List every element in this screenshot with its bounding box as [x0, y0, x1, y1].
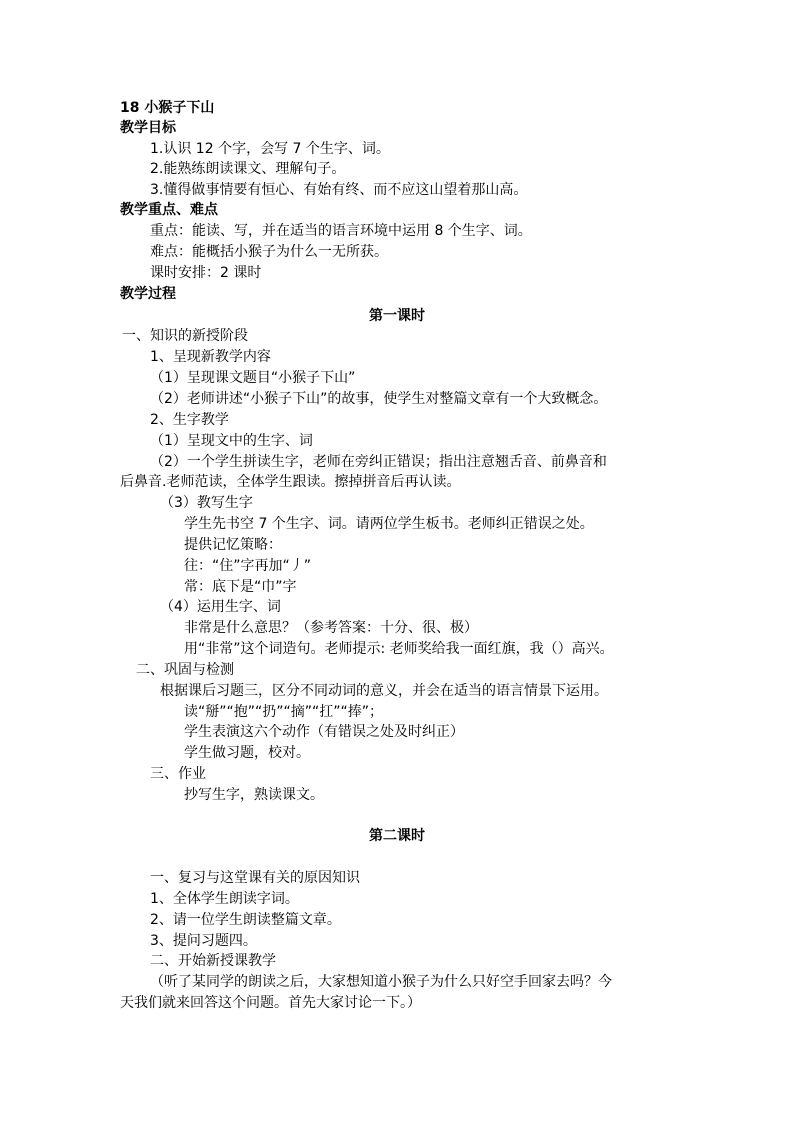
lesson1-line: 三、作业 [150, 766, 206, 782]
lesson1-line: 学生表演这六个动作（有错误之处及时纠正） [184, 724, 464, 740]
lesson1-line: 1、呈现新教学内容 [150, 349, 271, 365]
lesson1-line: 一、知识的新授阶段 [122, 328, 248, 344]
lesson2-heading: 第二课时 [369, 828, 425, 844]
lesson2-line: 天我们就来回答这个问题。首先大家讨论一下。） [120, 995, 421, 1011]
lesson1-line: 根据课后习题三，区分不同动词的意义，并会在适当的语言情景下运用。 [160, 683, 608, 699]
lesson1-line: （4）运用生字、词 [160, 599, 281, 615]
lesson1-line: 抄写生字，熟读课文。 [184, 787, 324, 803]
lesson2-line: 一、复习与这堂课有关的原因知识 [150, 870, 360, 886]
lesson1-line: 学生做习题，校对。 [184, 745, 310, 761]
lesson1-line: 后鼻音.老师范读，全体学生跟读。擦掉拼音后再认读。 [120, 474, 461, 490]
lesson1-line: （2）一个学生拼读生字，老师在旁纠正错误；指出注意翘舌音、前鼻音和 [150, 454, 607, 470]
lesson2-line: 3、提问习题四。 [150, 933, 257, 949]
lesson1-heading: 第一课时 [369, 308, 425, 324]
difficulty-text: 难点：能概括小猴子为什么一无所获。 [150, 244, 388, 260]
lesson-title: 18 小猴子下山 [120, 100, 215, 116]
goal-item: 3.懂得做事情要有恒心、有始有终、而不应这山望着那山高。 [150, 182, 528, 198]
lesson1-line: （2）老师讲述“小猴子下山”的故事，使学生对整篇文章有一个大致概念。 [150, 391, 608, 407]
lesson1-line: 二、巩固与检测 [136, 662, 234, 678]
lesson2-line: （听了某同学的朗读之后，大家想知道小猴子为什么只好空手回家去吗？今 [150, 974, 612, 990]
goal-item: 1.认识 12 个字，会写 7 个生字、词。 [150, 141, 390, 157]
goal-item: 2.能熟练朗读课文、理解句子。 [150, 161, 346, 177]
lesson1-line: 往：“住”字再加“丿” [184, 558, 312, 574]
goals-heading: 教学目标 [120, 120, 176, 136]
lesson1-line: 学生先书空 7 个生字、词。请两位学生板书。老师纠正错误之处。 [184, 516, 594, 532]
lesson1-line: （1）呈现文中的生字、词 [150, 433, 313, 449]
key-points-heading: 教学重点、难点 [120, 202, 218, 218]
lesson1-line: 读“掰”“抱”“扔”“摘”“扛”“捧”； [184, 704, 384, 720]
focus-text: 重点：能读、写，并在适当的语言环境中运用 8 个生字、词。 [150, 223, 532, 239]
schedule-text: 课时安排：2 课时 [150, 265, 262, 281]
lesson1-line: 常：底下是“巾”字 [184, 579, 297, 595]
lesson1-line: 用“非常”这个词造句。老师提示: 老师奖给我一面红旗，我（）高兴。 [184, 641, 614, 657]
lesson1-line: （1）呈现课文题目“小猴子下山” [150, 370, 356, 386]
lesson2-line: 二、开始新授课教学 [150, 953, 276, 969]
lesson2-line: 2、请一位学生朗读整篇文章。 [150, 912, 341, 928]
lesson1-line: 提供记忆策略： [184, 537, 282, 553]
lesson1-line: 2、生字教学 [150, 412, 229, 428]
lesson2-line: 1、全体学生朗读字词。 [150, 891, 299, 907]
process-heading: 教学过程 [120, 286, 176, 302]
lesson1-line: （3）教写生字 [160, 495, 253, 511]
lesson1-line: 非常是什么意思？（参考答案：十分、很、极） [184, 620, 478, 636]
